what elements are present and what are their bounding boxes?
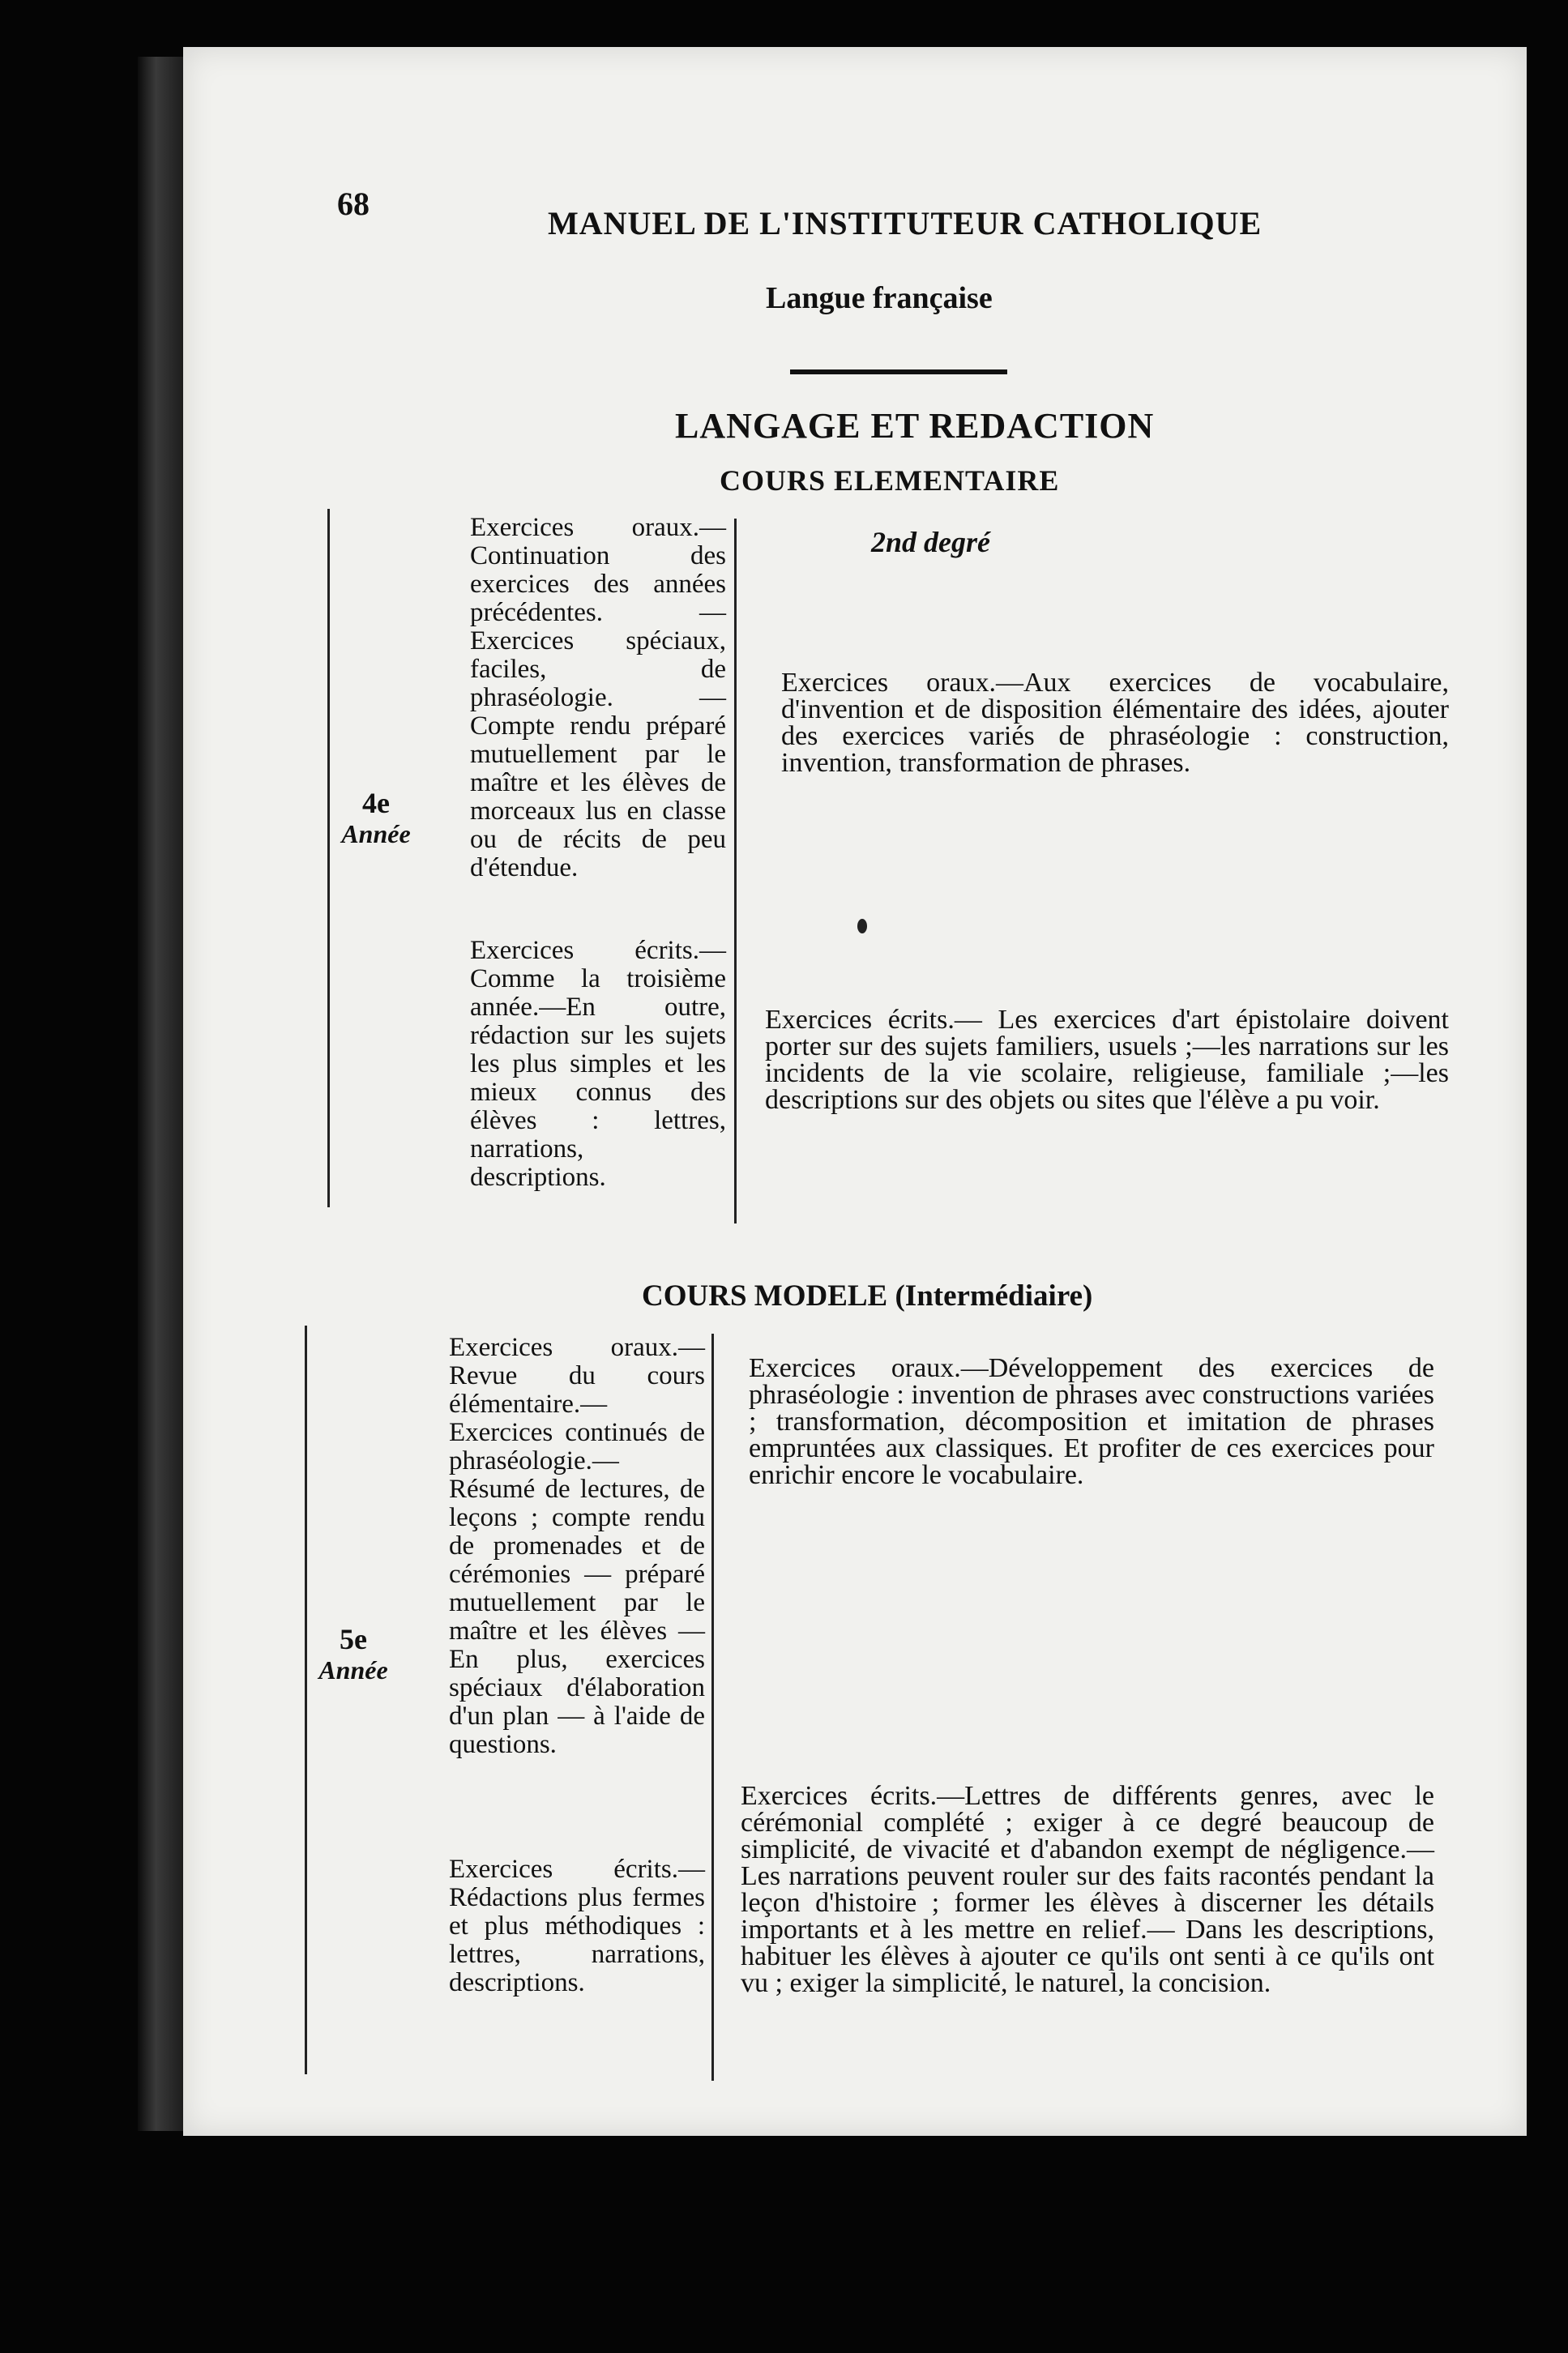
running-title: MANUEL DE L'INSTITUTEUR CATHOLIQUE bbox=[548, 205, 1263, 241]
page-number: 68 bbox=[337, 186, 370, 222]
year-5-label bbox=[313, 1624, 394, 1685]
modele-oral-left: Exercices oraux.— Revue du cours élémentaire.— Exercices continués de phraséologie.— Résumé de lectures, de leçons ; compte rendu de promenades et de cérémonies — préparé mutuellement par le maître et les élèves — En plus, exercices spéciaux d'élaboration d'un plan — à l'aide de questions. bbox=[449, 1333, 705, 1759]
elementaire-written-left: Exercices écrits.— Comme la troisième année.—En outre, rédaction sur les sujets les plus simples et les mieux connus des élèves : lettres, narrations, descriptions. bbox=[470, 936, 726, 1192]
course-elementaire-title: COURS ELEMENTAIRE bbox=[720, 464, 1060, 497]
modele-written-left: Exercices écrits.— Rédactions plus fermes et plus méthodiques : lettres, narrations, descriptions. bbox=[449, 1855, 705, 1997]
column-rule bbox=[734, 519, 737, 1223]
year-5-number: 5e bbox=[340, 1623, 367, 1655]
section-title: LANGAGE ET REDACTION bbox=[675, 406, 1155, 446]
speck-mark bbox=[857, 919, 867, 933]
elementaire-oral-left: Exercices oraux.— Continuation des exercices des années précédentes. —Exercices spéciaux, faciles, de phraséologie. — Compte rendu préparé mutuellement par le maître et les élèves de morceaux lus en classe ou de récits de peu d'étendue. bbox=[470, 513, 726, 882]
column-rule bbox=[711, 1334, 714, 2081]
year-5-word: Année bbox=[318, 1655, 388, 1685]
column-rule bbox=[327, 509, 330, 1207]
book-spine bbox=[138, 57, 183, 2131]
degree-label: 2nd degré bbox=[871, 526, 990, 558]
modele-oral-right: Exercices oraux.—Développement des exercices de phraséologie : invention de phrases avec constructions variées ; transformation, décomposition et imitation de phrases empruntées aux classiques. Et profiter de ces exercices pour enrichir encore le vocabulaire. bbox=[749, 1353, 1434, 1490]
subject-heading: Langue française bbox=[766, 281, 993, 315]
year-4-word: Année bbox=[341, 818, 411, 848]
elementaire-oral-right: Exercices oraux.—Aux exercices de vocabulaire, d'invention et de disposition élémentaire des idées, ajouter des exercices variés de phraséologie : construction, invention, transformation de phrases. bbox=[781, 668, 1449, 778]
year-4-label bbox=[335, 788, 417, 848]
year-4-number: 4e bbox=[362, 787, 390, 819]
modele-written-right: Exercices écrits.—Lettres de différents genres, avec le cérémonial complété ; exiger à ce degré beaucoup de simplicité, de vivacité et d'abandon exempt de négligence.—Les narrations peuvent rouler sur des faits racontés pendant la leçon d'histoire ; former les élèves à discerner les détails importants et à les mettre en relief.— Dans les descriptions, habituer les élèves à ajouter ce qu'ils ont senti à ce qu'ils ont vu ; exiger la simplicité, le naturel, la concision. bbox=[741, 1781, 1434, 1998]
title-rule bbox=[790, 369, 1007, 374]
column-rule bbox=[305, 1326, 307, 2074]
elementaire-written-right: Exercices écrits.— Les exercices d'art épistolaire doivent porter sur des sujets familiers, usuels ;—les narrations sur les incidents de la vie scolaire, religieuse, familiale ;—les descriptions sur des objets ou sites que l'élève a pu voir. bbox=[765, 1005, 1449, 1115]
course-modele-title: COURS MODELE (Intermédiaire) bbox=[642, 1279, 1093, 1313]
